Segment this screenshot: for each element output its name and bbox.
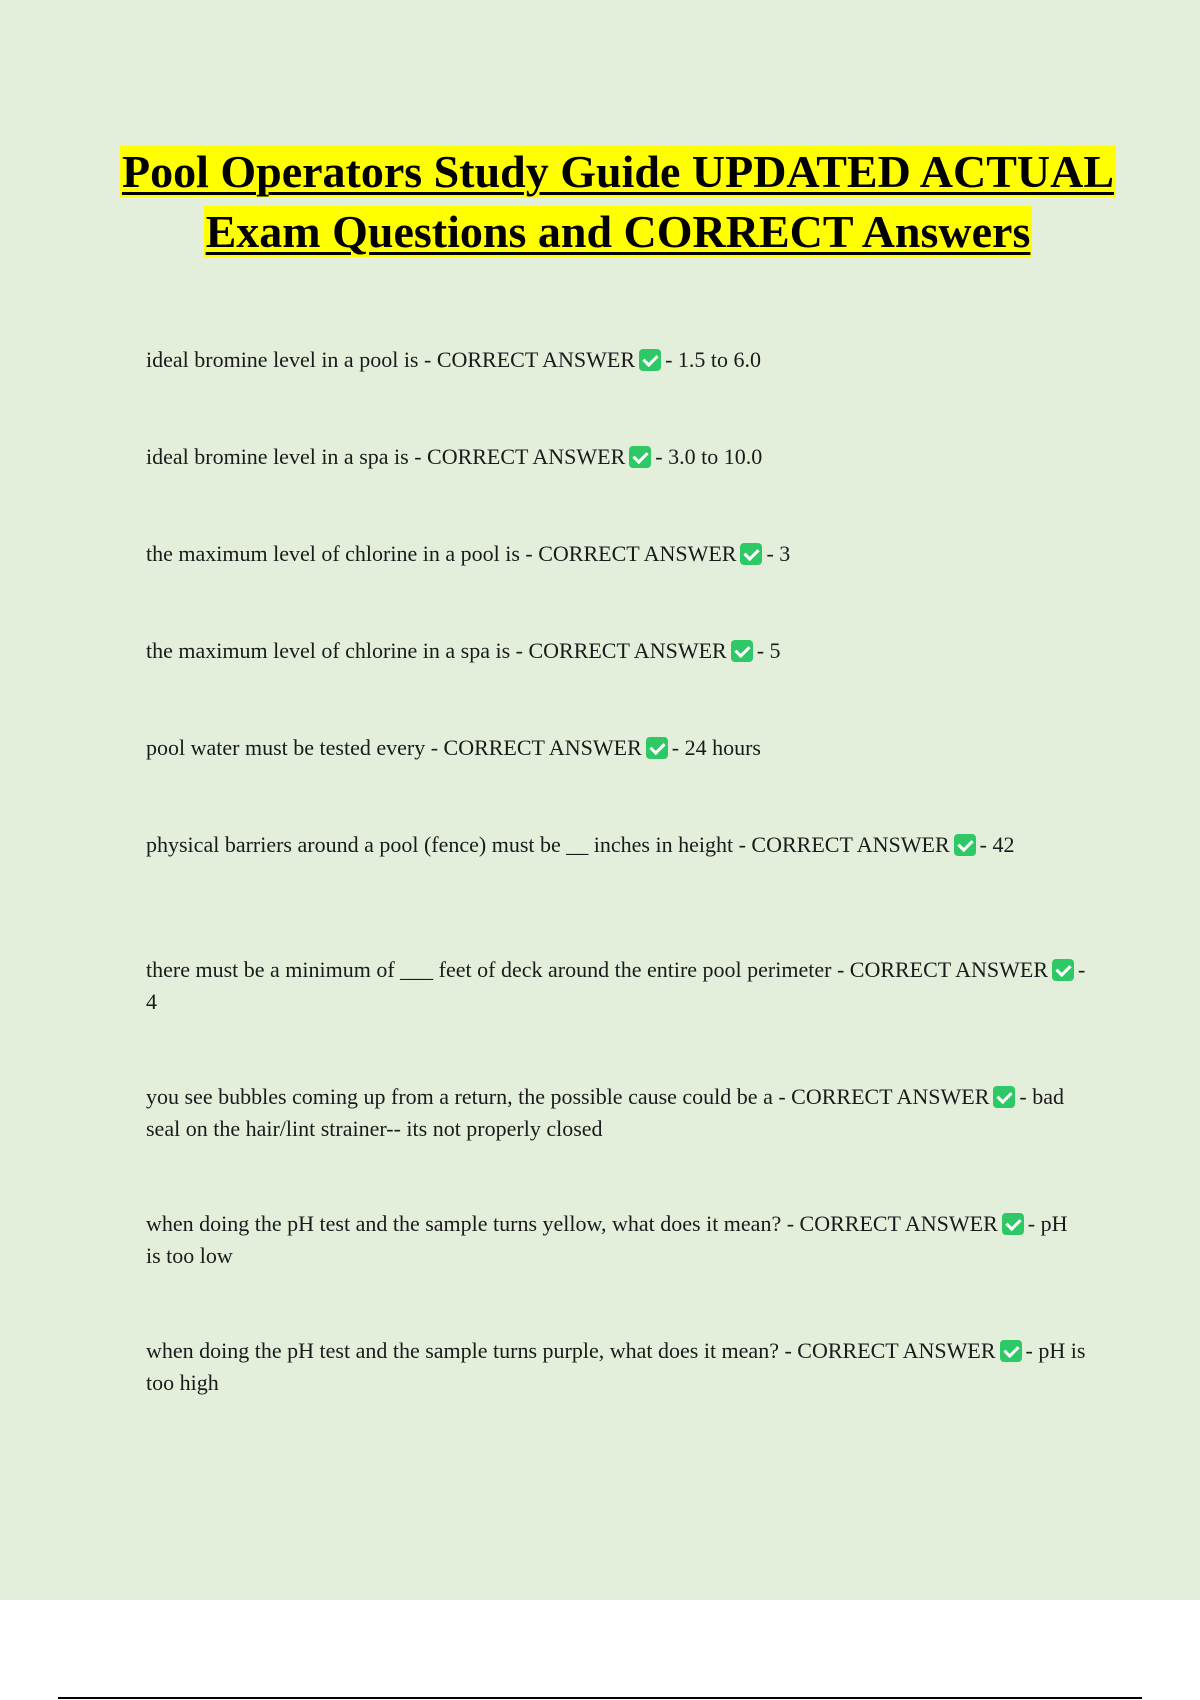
qa-answer: - pH is too high — [146, 1338, 1086, 1395]
qa-item — [146, 954, 1086, 1018]
qa-question: when doing the pH test and the sample turns yellow, what does it mean? - CORRECT ANSWER — [146, 1211, 998, 1236]
check-mark-icon — [740, 543, 762, 565]
qa-item — [146, 1335, 1086, 1399]
qa-item — [146, 1208, 1086, 1272]
qa-question: you see bubbles coming up from a return, the possible cause could be a - CORRECT ANSWER — [146, 1084, 990, 1109]
qa-item — [146, 1081, 1086, 1145]
check-mark-icon — [639, 349, 661, 371]
check-mark-icon — [1052, 959, 1074, 981]
qa-answer: - 5 — [756, 638, 781, 663]
footer-rule — [58, 1697, 1142, 1699]
qa-question: ideal bromine level in a pool is - CORRECT ANSWER — [146, 347, 636, 372]
document-title — [110, 142, 1126, 262]
qa-question: physical barriers around a pool (fence) must be __ inches in height - CORRECT ANSWER — [146, 832, 950, 857]
qa-answer: - bad seal on the hair/lint strainer-- its not properly closed — [146, 1084, 1064, 1141]
qa-answer: - 42 — [979, 832, 1015, 857]
check-mark-icon — [993, 1086, 1015, 1108]
check-mark-icon — [1000, 1340, 1022, 1362]
qa-item — [146, 441, 1086, 473]
qa-item — [146, 732, 1086, 764]
check-mark-icon — [1002, 1213, 1024, 1235]
qa-answer: - 3 — [766, 541, 791, 566]
qa-item — [146, 635, 1086, 667]
document-title-text: Pool Operators Study Guide UPDATED ACTUAL Exam Questions and CORRECT Answers — [121, 146, 1115, 257]
check-mark-icon — [731, 640, 753, 662]
qa-question: when doing the pH test and the sample turns purple, what does it mean? - CORRECT ANSWER — [146, 1338, 996, 1363]
qa-item — [146, 829, 1086, 861]
qa-question: the maximum level of chlorine in a pool is - CORRECT ANSWER — [146, 541, 737, 566]
qa-item — [146, 538, 1086, 570]
qa-question: the maximum level of chlorine in a spa is - CORRECT ANSWER — [146, 638, 727, 663]
check-mark-icon — [954, 834, 976, 856]
qa-question: ideal bromine level in a spa is - CORRECT ANSWER — [146, 444, 626, 469]
check-mark-icon — [646, 737, 668, 759]
qa-item — [146, 344, 1086, 376]
qa-answer: - 24 hours — [671, 735, 761, 760]
check-mark-icon — [629, 446, 651, 468]
qa-answer: - 3.0 to 10.0 — [655, 444, 763, 469]
qa-answer: - 1.5 to 6.0 — [665, 347, 762, 372]
qa-answer: - 4 — [146, 957, 1086, 1014]
qa-answer: - pH is too low — [146, 1211, 1068, 1268]
qa-question: pool water must be tested every - CORRECT ANSWER — [146, 735, 642, 760]
qa-question: there must be a minimum of ___ feet of deck around the entire pool perimeter - CORRECT ANSWER — [146, 957, 1048, 982]
